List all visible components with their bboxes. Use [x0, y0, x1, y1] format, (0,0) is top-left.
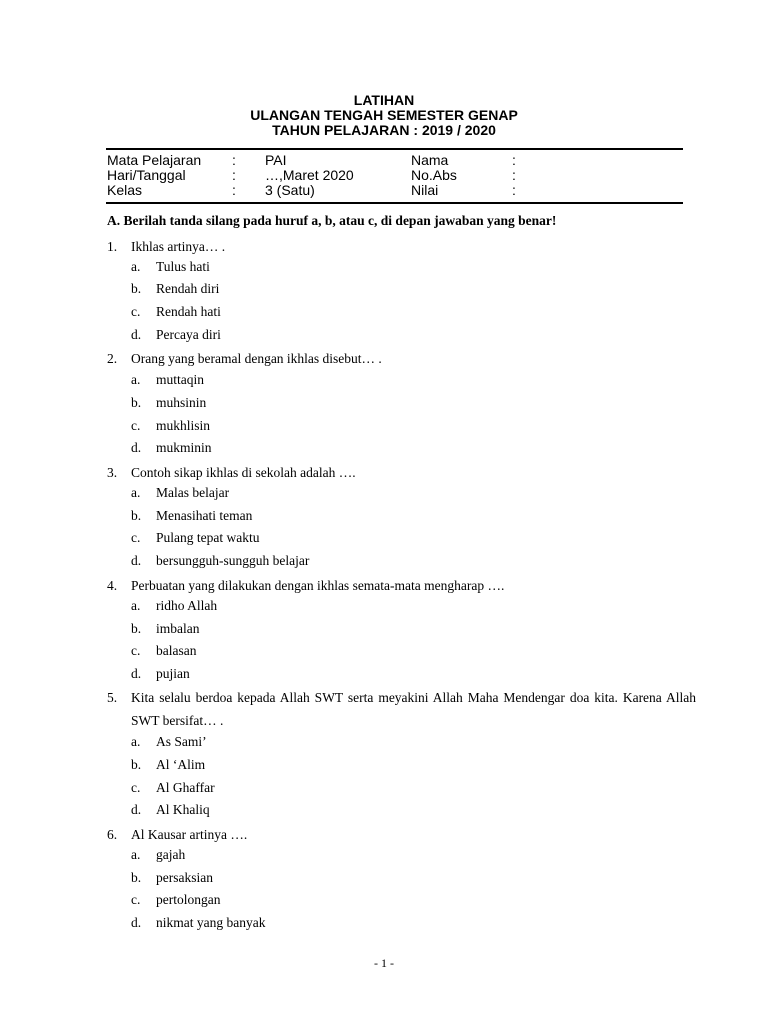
top-divider [106, 148, 683, 150]
option-text: muttaqin [156, 372, 204, 387]
bottom-divider [106, 202, 683, 204]
option-letter: c. [131, 530, 141, 545]
question-text: Kita selalu berdoa kepada Allah SWT serta meyakini Allah Maha Mendengar doa kita. Karena Allah SWT bersifat… . [131, 690, 696, 728]
option-letter: a. [131, 485, 141, 500]
option-text: nikmat yang banyak [156, 915, 266, 930]
question-number: 1. [107, 239, 118, 254]
option-letter: b. [131, 395, 142, 410]
question-number: 2. [107, 351, 118, 366]
option-text: Tulus hati [156, 259, 210, 274]
info-separator-right: : [512, 152, 516, 168]
question-number: 6. [107, 827, 118, 842]
page-number: - 1 - [374, 956, 394, 970]
option-text: gajah [156, 847, 186, 862]
question-3 [107, 461, 696, 484]
option-text: Menasihati teman [156, 508, 253, 523]
header-year: TAHUN PELAJARAN : 2019 / 2020 [272, 122, 496, 138]
option-letter: b. [131, 870, 142, 885]
info-label: Mata Pelajaran [107, 152, 202, 168]
question-number: 4. [107, 578, 118, 593]
info-value: PAI [265, 152, 287, 168]
info-label: Hari/Tanggal [107, 167, 186, 183]
option-letter: c. [131, 892, 141, 907]
option-letter: a. [131, 847, 141, 862]
option-text: Rendah diri [156, 281, 220, 296]
option-letter: a. [131, 734, 141, 749]
option-letter: c. [131, 643, 141, 658]
info-label-right: Nilai [411, 182, 439, 198]
info-row-date [107, 168, 683, 183]
option-letter: b. [131, 281, 142, 296]
option-letter: d. [131, 553, 142, 568]
question-number: 5. [107, 690, 118, 705]
option-text: Al Khaliq [156, 802, 210, 817]
info-label-right: Nama [411, 152, 449, 168]
section-instruction: A. Berilah tanda silang pada huruf a, b, atau c, di depan jawaban yang benar! [107, 213, 557, 228]
option-text: As Sami’ [156, 734, 207, 749]
option-text: balasan [156, 643, 197, 658]
question-number: 3. [107, 465, 118, 480]
option-letter: c. [131, 304, 141, 319]
option-letter: c. [131, 418, 141, 433]
question-2 [107, 347, 696, 370]
info-label-right: No.Abs [411, 167, 457, 183]
option-letter: b. [131, 757, 142, 772]
option-letter: d. [131, 327, 142, 342]
info-separator: : [232, 152, 236, 168]
info-value: …,Maret 2020 [265, 167, 354, 183]
option-letter: b. [131, 508, 142, 523]
option-text: Al Ghaffar [156, 780, 215, 795]
question-text: Ikhlas artinya… . [131, 239, 226, 254]
info-row-class [107, 183, 683, 198]
option-text: mukhlisin [156, 418, 211, 433]
option-letter: d. [131, 802, 142, 817]
header-title: LATIHAN [353, 92, 415, 108]
info-separator-right: : [512, 167, 516, 183]
info-separator: : [232, 182, 236, 198]
option-text: imbalan [156, 621, 200, 636]
option-text: Percaya diri [156, 327, 221, 342]
option-letter: d. [131, 915, 142, 930]
info-separator: : [232, 167, 236, 183]
option-letter: b. [131, 621, 142, 636]
question-text: Contoh sikap ikhlas di sekolah adalah …. [131, 465, 356, 480]
document-header [0, 93, 768, 138]
info-separator-right: : [512, 182, 516, 198]
option-letter: d. [131, 440, 142, 455]
question-text: Orang yang beramal dengan ikhlas disebut… . [131, 351, 382, 366]
option-text: Pulang tepat waktu [156, 530, 260, 545]
option-text: pertolongan [156, 892, 221, 907]
option-text: pujian [156, 666, 190, 681]
option-text: Malas belajar [156, 485, 230, 500]
option-text: ridho Allah [156, 598, 218, 613]
info-label: Kelas [107, 182, 143, 198]
info-value: 3 (Satu) [265, 182, 315, 198]
question-1 [107, 235, 696, 258]
info-block [107, 153, 683, 198]
option-letter: d. [131, 666, 142, 681]
option-text: muhsinin [156, 395, 207, 410]
question-text: Perbuatan yang dilakukan dengan ikhlas semata-mata mengharap …. [131, 578, 505, 593]
option-letter: a. [131, 259, 141, 274]
option-letter: c. [131, 780, 141, 795]
option-letter: a. [131, 372, 141, 387]
question-6 [107, 823, 696, 846]
option-letter: a. [131, 598, 141, 613]
question-text: Al Kausar artinya …. [131, 827, 248, 842]
option-text: bersungguh-sungguh belajar [156, 553, 310, 568]
option-text: Rendah hati [156, 304, 221, 319]
option-text: Al ‘Alim [156, 757, 206, 772]
header-subtitle: ULANGAN TENGAH SEMESTER GENAP [250, 107, 518, 123]
option-text: mukminin [156, 440, 212, 455]
question-5 [107, 686, 696, 732]
option-text: persaksian [156, 870, 213, 885]
question-4 [107, 574, 696, 597]
info-row-subject [107, 153, 683, 168]
